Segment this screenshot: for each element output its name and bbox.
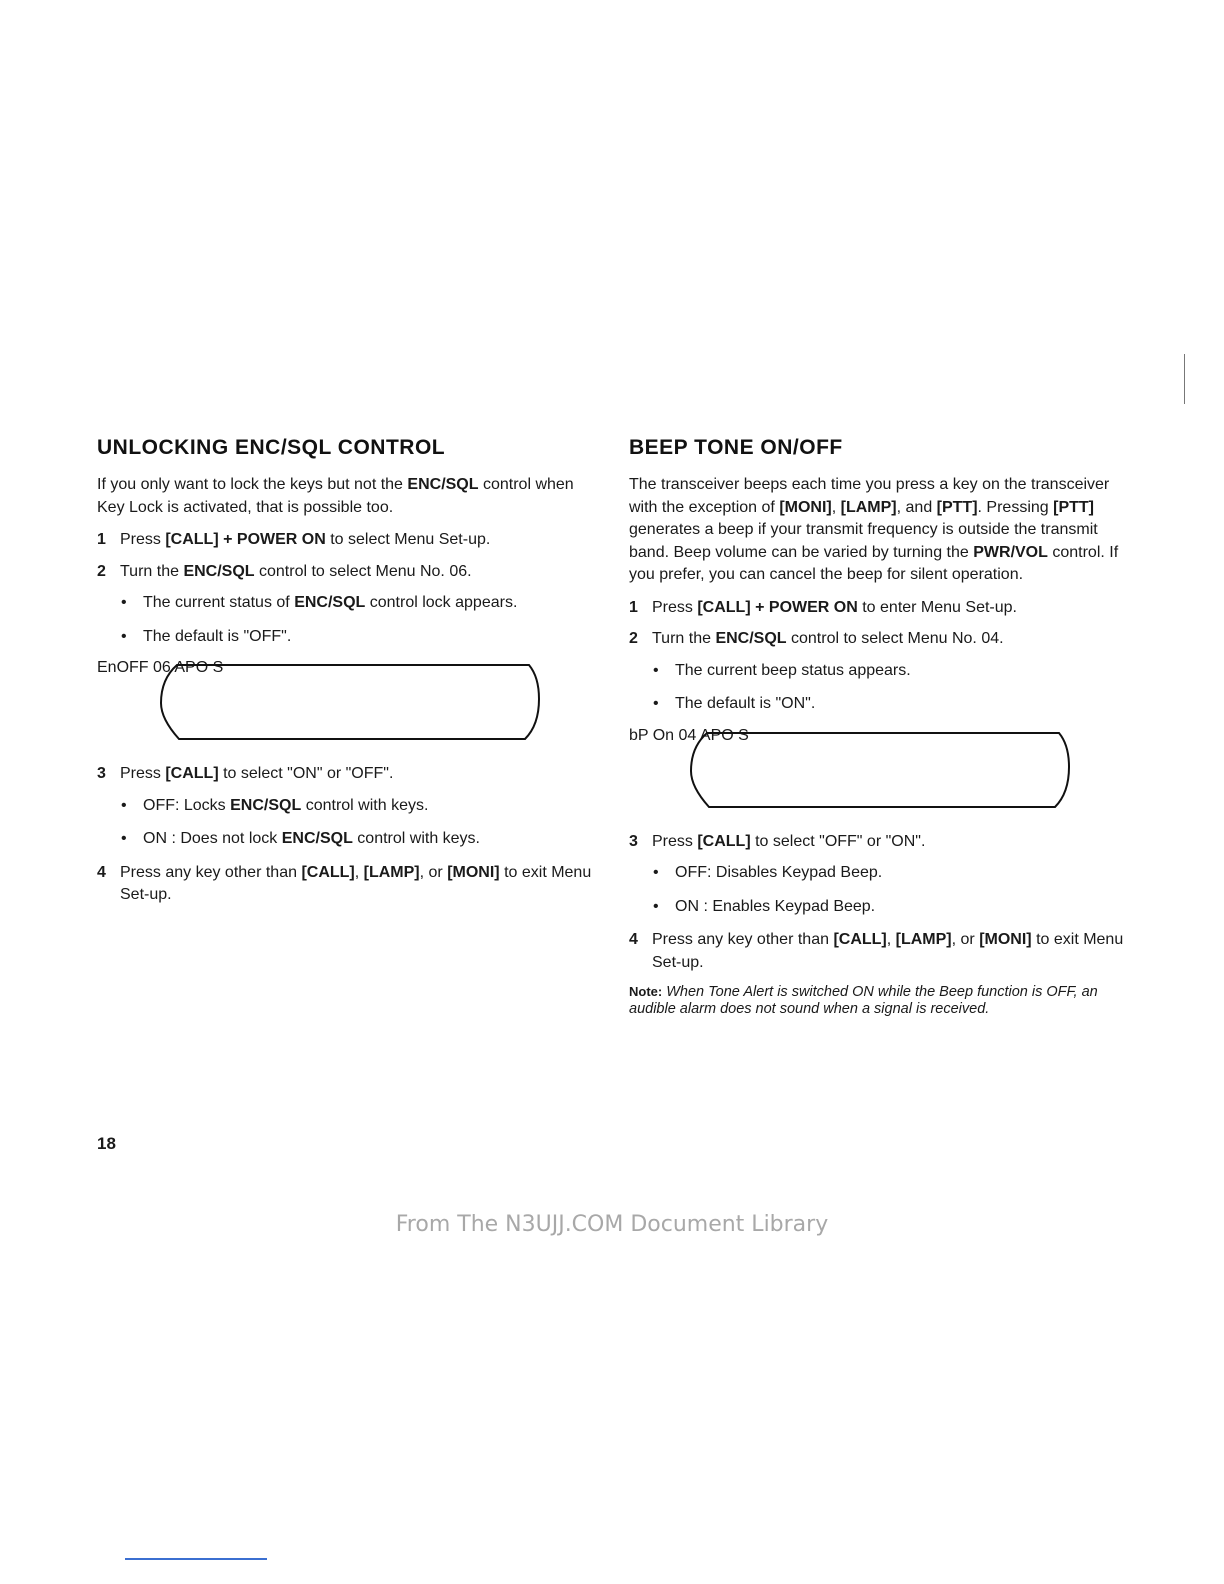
lcd-apo-label: APO bbox=[174, 659, 209, 676]
lcd-menu-number: 06 bbox=[153, 659, 171, 676]
lcd-frame bbox=[687, 727, 1073, 815]
step-3: 3 Press [CALL] to select "OFF" or "ON". bbox=[629, 832, 926, 850]
step-1: 1 Press [CALL] + POWER ON to select Menu Set-up. bbox=[97, 531, 491, 548]
bullet-current-status: • The current status of ENC/SQL control lock appears. bbox=[97, 592, 597, 615]
page-number: 18 bbox=[97, 1134, 116, 1153]
lcd-frame bbox=[157, 659, 543, 747]
step-2: 2 Turn the ENC/SQL control to select Menu No. 06. bbox=[97, 562, 472, 580]
step-3: 3 Press [CALL] to select "ON" or "OFF". bbox=[97, 765, 394, 782]
intro-paragraph: If you only want to lock the keys but not the ENC/SQL control when Key Lock is activated, that is possible too. bbox=[97, 476, 574, 516]
bullet-off: • OFF: Disables Keypad Beep. bbox=[629, 862, 1134, 885]
bullet-on: • ON : Does not lock ENC/SQL control with keys. bbox=[97, 828, 597, 851]
step-4: 4 Press any key other than [CALL], [LAMP], or [MONI] to exit Menu Set-up. bbox=[97, 863, 592, 903]
bullet-on: • ON : Enables Keypad Beep. bbox=[629, 896, 1134, 919]
lcd-display bbox=[97, 659, 597, 749]
margin-rule bbox=[1184, 354, 1185, 404]
bullet-default: • The default is "ON". bbox=[629, 693, 1134, 716]
lcd-apo-label: APO bbox=[699, 726, 734, 744]
bullet-current-status: • The current beep status appears. bbox=[629, 660, 1134, 683]
bottom-link-underline bbox=[125, 1558, 267, 1560]
bullet-off: • OFF: Locks ENC/SQL control with keys. bbox=[97, 795, 597, 818]
lcd-menu-number: 04 bbox=[678, 726, 697, 744]
section-heading: UNLOCKING ENC/SQL CONTROL bbox=[97, 436, 446, 459]
footer-watermark: From The N3UJJ.COM Document Library bbox=[395, 1212, 829, 1237]
lcd-display bbox=[629, 727, 1134, 817]
lcd-text: EnOFF bbox=[97, 659, 149, 676]
section-heading: BEEP TONE ON/OFF bbox=[629, 436, 843, 459]
lcd-text: bP On bbox=[629, 726, 675, 744]
left-column bbox=[97, 436, 597, 916]
right-column bbox=[629, 436, 1134, 1018]
lcd-s-label: S bbox=[738, 726, 749, 744]
step-1: 1 Press [CALL] + POWER ON to enter Menu Set-up. bbox=[629, 598, 1017, 616]
bullet-default: • The default is "OFF". bbox=[97, 626, 597, 649]
step-2: 2 Turn the ENC/SQL control to select Menu No. 04. bbox=[629, 630, 1004, 647]
note: Note: When Tone Alert is switched ON while the Beep function is OFF, an audible alarm does not sound when a signal is received. bbox=[629, 984, 1098, 1017]
step-4: 4 Press any key other than [CALL], [LAMP], or [MONI] to exit Menu Set-up. bbox=[629, 931, 1124, 971]
intro-paragraph: The transceiver beeps each time you press a key on the transceiver with the exception of [MONI], [LAMP], and [PTT]. Pressing [PTT] generates a beep if your transmit frequency is outside the transmit band. Beep volume can be varied by turning the PWR/VOL control. If you prefer, you can cancel the beep for silent operation. bbox=[629, 476, 1119, 583]
lcd-s-label: S bbox=[212, 659, 224, 676]
